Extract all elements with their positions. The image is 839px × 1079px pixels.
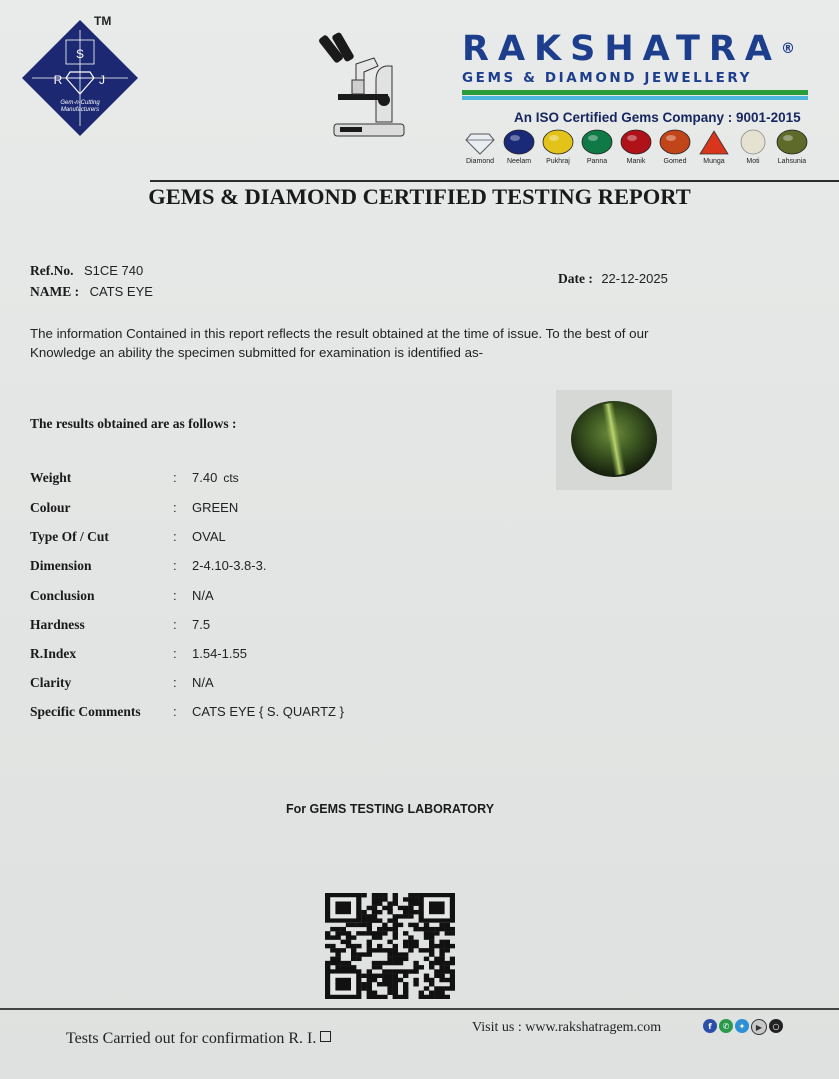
- result-value: 7.5: [192, 617, 211, 632]
- lahsunia-gem-icon: [775, 128, 809, 156]
- results-heading: The results obtained are as follows :: [30, 416, 237, 431]
- panna-gem-icon: [580, 128, 614, 156]
- logo-letter-s: S: [75, 47, 85, 61]
- gem-label: Pukhraj: [546, 158, 570, 165]
- munga-gem-icon: [697, 128, 731, 156]
- result-value: N/A: [192, 675, 214, 690]
- social-icons: [703, 1019, 783, 1035]
- result-separator: :: [173, 588, 177, 603]
- report-title: GEMS & DIAMOND CERTIFIED TESTING REPORT: [148, 184, 691, 209]
- intro-paragraph: [30, 324, 730, 362]
- result-label: Type Of / Cut: [30, 529, 109, 544]
- ref-value: S1CE 740: [83, 263, 144, 278]
- twitter-icon[interactable]: ✦: [735, 1019, 749, 1033]
- result-row-hardness: [30, 617, 530, 639]
- result-row-weight: [30, 470, 530, 492]
- whatsapp-icon[interactable]: ✆: [719, 1019, 733, 1033]
- result-label: Weight: [30, 470, 72, 485]
- result-row-colour: [30, 500, 530, 522]
- result-separator: :: [173, 675, 177, 690]
- gem-panna: [579, 128, 615, 165]
- brand-subtitle: GEMS & DIAMOND JEWELLERY: [462, 70, 753, 86]
- gem-strip: [462, 128, 812, 165]
- result-row-conclusion: [30, 588, 530, 610]
- result-label: Colour: [30, 500, 71, 515]
- manik-gem-icon: [619, 128, 653, 156]
- green-stripe: [462, 90, 808, 95]
- intro-line-2: Knowledge an ability the specimen submitted for examination is identified as-: [30, 345, 484, 360]
- result-unit: cts: [223, 471, 239, 485]
- header-divider: [150, 180, 839, 182]
- gem-label: Munga: [703, 158, 725, 165]
- lab-signature: For GEMS TESTING LABORATORY: [285, 802, 495, 816]
- logo-letter-r: R: [53, 73, 63, 87]
- specimen-name: [30, 283, 153, 301]
- gomed-gem-icon: [658, 128, 692, 156]
- result-separator: :: [173, 646, 177, 661]
- result-value: CATS EYE { S. QUARTZ }: [192, 704, 344, 719]
- logo-letter-j: J: [99, 73, 105, 87]
- website-link[interactable]: Visit us : www.rakshatragem.com: [472, 1020, 662, 1035]
- instagram-icon[interactable]: ○: [769, 1019, 783, 1033]
- result-value: GREEN: [192, 500, 239, 515]
- result-row-specific-comments: [30, 704, 530, 726]
- result-label: Specific Comments: [30, 704, 141, 719]
- gem-label: Diamond: [465, 158, 494, 165]
- gem-label: Neelam: [506, 158, 532, 165]
- ref-no: [30, 262, 143, 280]
- brand-name: RAKSHATRA®: [462, 29, 795, 69]
- pukhraj-gem-icon: [541, 128, 575, 156]
- moti-gem-icon: [736, 128, 770, 156]
- result-label: Hardness: [30, 617, 85, 632]
- result-value: OVAL: [192, 529, 226, 544]
- logo-caption-2: Manufacturers: [60, 107, 100, 113]
- neelam-gem-icon: [502, 128, 536, 156]
- result-row-dimension: [30, 558, 530, 580]
- gem-munga: [696, 128, 732, 165]
- microscope-icon: [316, 28, 416, 140]
- result-label: Conclusion: [30, 588, 95, 603]
- result-value: 1.54-1.55: [192, 646, 247, 661]
- result-separator: :: [173, 617, 177, 632]
- registered-mark: ®: [780, 41, 795, 57]
- report-date: [558, 270, 668, 288]
- result-separator: :: [173, 470, 177, 485]
- gem-manik: [618, 128, 654, 165]
- result-label: R.Index: [30, 646, 77, 661]
- tests-note: [66, 1030, 331, 1048]
- gem-diamond: [462, 128, 498, 165]
- gem-gomed: [657, 128, 693, 165]
- result-label: Clarity: [30, 675, 72, 690]
- logo-caption-1: Gem-n-Cutting: [60, 100, 100, 106]
- trademark-mark: TM: [94, 14, 112, 28]
- footer-divider: [0, 1008, 839, 1010]
- gem-label: Panna: [586, 158, 608, 165]
- youtube-icon[interactable]: ▶: [751, 1019, 767, 1035]
- result-row-type-of-cut: [30, 529, 530, 551]
- result-separator: :: [173, 704, 177, 719]
- qr-code: [325, 893, 455, 999]
- result-value: N/A: [192, 588, 214, 603]
- gem-label: Moti: [746, 158, 760, 165]
- result-label: Dimension: [30, 558, 92, 573]
- result-separator: :: [173, 529, 177, 544]
- ref-label: Ref.No.: [30, 263, 74, 278]
- gem-label: Gomed: [663, 158, 687, 165]
- srj-logo: [20, 18, 140, 138]
- gem-moti: [735, 128, 771, 165]
- result-separator: :: [173, 500, 177, 515]
- iso-certification: An ISO Certified Gems Company : 9001-2015: [514, 110, 801, 125]
- gem-label: Manik: [626, 158, 646, 165]
- gem-label: Lahsunia: [777, 158, 807, 165]
- gem-lahsunia: [774, 128, 810, 165]
- result-value: 7.40 cts: [192, 470, 239, 485]
- result-value: 2-4.10-3.8-3.: [192, 558, 267, 573]
- gem-neelam: [501, 128, 537, 165]
- blue-stripe: [462, 96, 808, 100]
- facebook-icon[interactable]: f: [703, 1019, 717, 1033]
- specimen-photo: [556, 390, 672, 490]
- brand-block: [462, 30, 812, 100]
- diamond-gem-icon: [463, 128, 497, 156]
- result-row-clarity: [30, 675, 530, 697]
- result-separator: :: [173, 558, 177, 573]
- name-label: NAME :: [30, 284, 80, 299]
- intro-line-1: The information Contained in this report reflects the result obtained at the time of issue. To the best of our: [30, 326, 649, 341]
- ri-checkbox[interactable]: [320, 1031, 331, 1042]
- date-value: 22-12-2025: [601, 271, 668, 286]
- name-value: CATS EYE: [89, 284, 153, 299]
- gem-pukhraj: [540, 128, 576, 165]
- date-label: Date :: [558, 271, 593, 286]
- tests-text: Tests Carried out for confirmation R. I.: [66, 1030, 317, 1047]
- result-row-r-index: [30, 646, 530, 668]
